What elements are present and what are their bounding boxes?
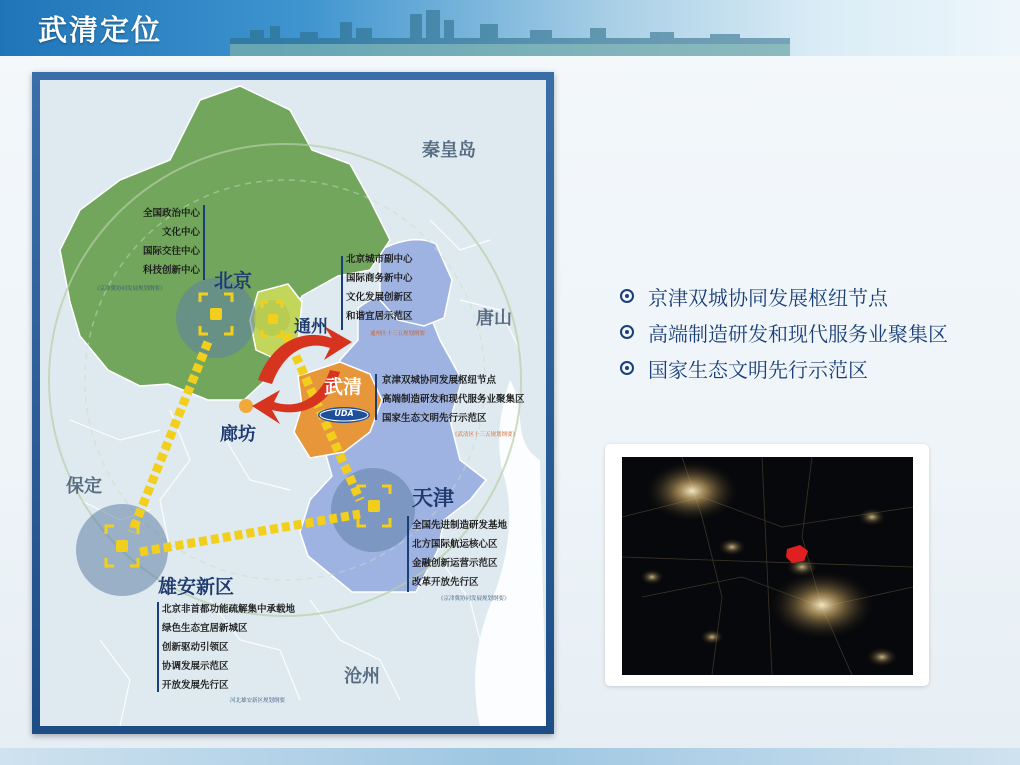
beijing-function-item: 国际交往中心	[142, 246, 200, 257]
tongzhou-functions-list	[346, 250, 413, 326]
night-satellite-image	[622, 457, 913, 675]
city-skyline-decoration	[230, 0, 790, 56]
xiongan-source-note: 河北雄安新区规划纲要	[230, 698, 286, 704]
city-label-wuqing: 武清	[324, 376, 363, 398]
tongzhou-function-item: 北京城市副中心	[346, 254, 413, 265]
tianjin-functions-list	[412, 516, 507, 592]
wuqing-function-item: 国家生态文明先行示范区	[382, 413, 487, 424]
beijing-function-item: 全国政治中心	[142, 208, 200, 219]
tianjin-source-note: 《京津冀协同发展规划纲要》	[438, 596, 510, 602]
night-satellite-photo-card	[605, 444, 929, 686]
xiongan-function-item: 绿色生态宜居新城区	[162, 623, 248, 634]
xiongan-functions-list	[162, 600, 295, 695]
xiongan-function-item: 协调发展示范区	[162, 661, 229, 672]
wuqing-source-note: 《武清区十三五规划纲要》	[452, 432, 519, 438]
city-label-tongzhou: 通州	[294, 317, 328, 337]
tongzhou-function-item: 和谐宜居示范区	[346, 311, 413, 322]
city-label-qinhuangdao: 秦皇岛	[422, 140, 476, 161]
beijing-function-item: 科技创新中心	[142, 265, 200, 276]
xiongan-function-item: 开放发展先行区	[162, 680, 229, 691]
regional-map	[40, 80, 546, 726]
tongzhou-source-note: 通州区十三五规划纲要	[370, 331, 426, 337]
tianjin-function-item: 北方国际航运核心区	[412, 539, 498, 550]
city-label-tianjin: 天津	[412, 486, 454, 510]
bullet-text: 京津双城协同发展枢纽节点	[648, 285, 888, 310]
xiongan-function-item: 北京非首都功能疏解集中承载地	[162, 604, 296, 615]
tongzhou-function-item: 文化发展创新区	[346, 292, 413, 303]
city-label-cangzhou: 沧州	[344, 666, 380, 687]
map-frame	[32, 72, 554, 734]
uda-badge: UDA	[334, 409, 354, 418]
wuqing-function-item: 高端制造研发和现代服务业聚集区	[382, 394, 525, 405]
bullet-text: 高端制造研发和现代服务业聚集区	[648, 321, 948, 346]
target-ring-icon	[620, 361, 634, 375]
bullet-item	[620, 278, 948, 314]
city-label-baoding: 保定	[66, 476, 102, 497]
tianjin-function-item: 全国先进制造研发基地	[412, 520, 508, 531]
tongzhou-function-item: 国际商务新中心	[346, 273, 413, 284]
wuqing-functions-list	[382, 371, 525, 428]
tianjin-function-item: 改革开放先行区	[412, 577, 479, 588]
beijing-function-item: 文化中心	[161, 227, 200, 238]
header-banner	[0, 0, 1020, 56]
tianjin-function-item: 金融创新运营示范区	[412, 558, 498, 569]
bullet-item	[620, 350, 948, 386]
xiongan-function-item: 创新驱动引领区	[162, 642, 229, 653]
city-label-langfang: 廊坊	[220, 424, 256, 445]
target-ring-icon	[620, 289, 634, 303]
city-label-xiongan: 雄安新区	[158, 576, 235, 598]
target-ring-icon	[620, 325, 634, 339]
beijing-functions-list	[100, 204, 200, 280]
positioning-bullet-list	[620, 278, 948, 386]
page-title: 武清定位	[38, 13, 163, 47]
night-lights-drawing	[622, 457, 913, 675]
bullet-item	[620, 314, 948, 350]
city-label-beijing: 北京	[214, 270, 253, 292]
city-label-tangshan: 唐山	[476, 308, 512, 329]
bullet-text: 国家生态文明先行示范区	[648, 357, 868, 382]
beijing-source-note: 《京津冀协同发展规划纲要》	[94, 286, 166, 292]
footer-bar	[0, 748, 1020, 765]
wuqing-function-item: 京津双城协同发展枢纽节点	[382, 375, 497, 386]
